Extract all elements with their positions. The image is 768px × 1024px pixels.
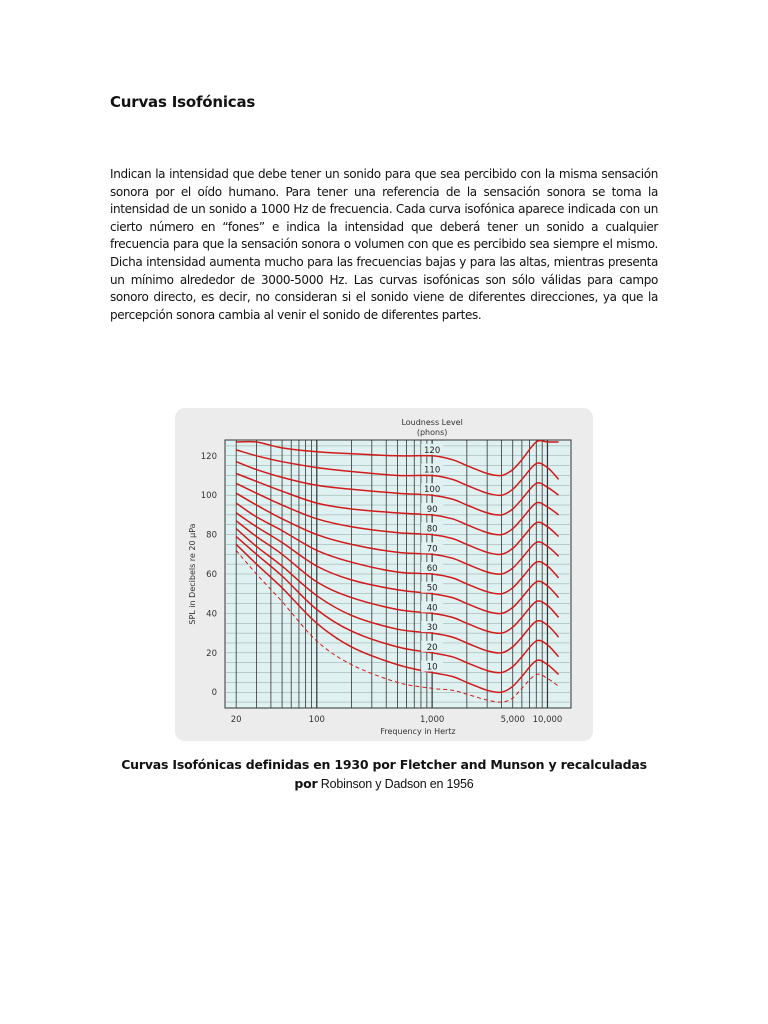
equal-loudness-chart — [175, 408, 593, 741]
curve-label: 50 — [426, 583, 438, 594]
x-tick-label: 100 — [308, 715, 325, 725]
y-tick-label: 0 — [211, 688, 217, 699]
curve-label: 80 — [426, 524, 438, 535]
figure-caption — [110, 755, 658, 794]
y-tick-label: 40 — [206, 609, 217, 620]
x-tick-label: 20 — [230, 715, 242, 725]
caption-text: Curvas Isofónicas definidas en 1930 por Fletcher and Munson y recalculadas por — [121, 757, 647, 791]
curve-label: 100 — [424, 485, 441, 496]
curve-label: 120 — [424, 445, 441, 456]
y-axis-label: SPL in Decibels re 20 µPa — [188, 523, 197, 625]
y-tick-label: 60 — [206, 570, 217, 580]
curve-label: 70 — [426, 544, 438, 555]
curve-label: 110 — [424, 465, 441, 476]
page-title: Curvas Isofónicas — [110, 93, 256, 111]
x-tick-label: 5,000 — [500, 715, 525, 725]
body-paragraph: Indican la intensidad que debe tener un sonido para que sea percibido con la misma sensación sonora por el oído humano. Para tener una referencia de la sensación sonora se toma la intensidad de un sonido a 1000 Hz de frecuencia. Cada curva isofónica aparece indicada con un cierto número en “fones” e indica la intensidad que deberá tener un sonido a cualquier frecuencia para que la sensación sonora o volumen con que es percibido sea siempre el mismo. Dicha intensidad aumenta mucho para las frecuencias bajas y para las altas, mientras presenta un mínimo alrededor de 3000-5000 Hz. Las curvas isofónicas son sólo válidas para campo sonoro directo, es decir, no consideran si el sonido viene de diferentes direcciones, ya que la percepción sonora cambia al venir el sonido de diferentes partes. — [110, 167, 658, 322]
equal-loudness-figure — [175, 408, 593, 741]
y-tick-label: 80 — [206, 530, 217, 541]
curve-label: 30 — [426, 623, 438, 634]
curve-label: 10 — [426, 662, 438, 673]
curve-label: 60 — [426, 564, 438, 574]
chart-subtitle: (phons) — [416, 428, 448, 437]
x-tick-label: 1,000 — [419, 715, 445, 725]
y-tick-label: 100 — [200, 491, 217, 502]
x-axis-label: Frequency in Hertz — [380, 727, 456, 736]
y-tick-label: 20 — [206, 648, 217, 659]
chart-title: Loudness Level — [401, 418, 463, 427]
y-tick-label: 120 — [200, 451, 217, 462]
curve-label: 90 — [426, 504, 438, 515]
x-tick-label: 10,000 — [532, 715, 563, 725]
curve-label: 20 — [426, 642, 438, 653]
curve-label: 40 — [426, 603, 438, 614]
caption-text-plain: Robinson y Dadson en 1956 — [317, 777, 474, 791]
